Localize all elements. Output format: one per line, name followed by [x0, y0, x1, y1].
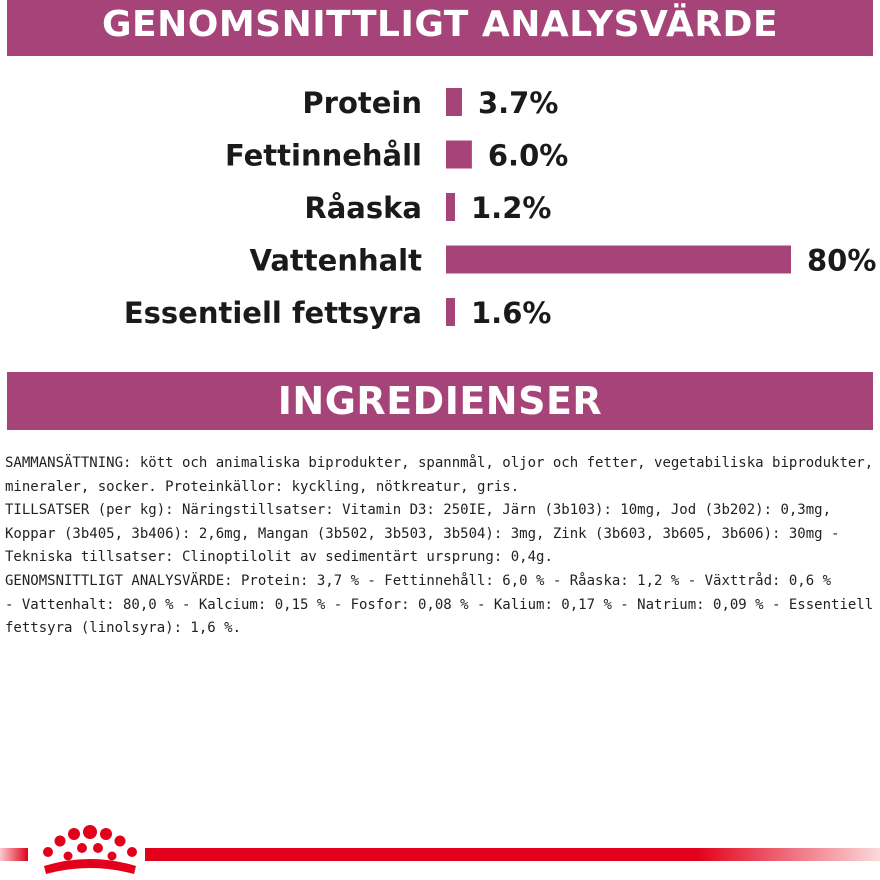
analysis-bar-chart: [0, 70, 880, 350]
bar: [446, 141, 472, 169]
bar-value-label: 1.6%: [471, 296, 552, 330]
bar-label: Essentiell fettsyra: [123, 296, 422, 330]
bar: [446, 246, 791, 274]
bar-value-label: 6.0%: [487, 138, 569, 173]
analysis-header: [7, 0, 873, 56]
ingredients-header: [7, 372, 873, 430]
ingredients-line: mineraler, socker. Proteinkällor: kyckling, nötkreatur, gris.: [5, 478, 520, 495]
ingredients-line: - Vattenhalt: 80,0 % - Kalcium: 0,15 % - Fosfor: 0,08 % - Kalium: 0,17 % - Natrium: 0,09 % - Essentiell: [5, 596, 874, 613]
bar-label: Vattenhalt: [249, 243, 422, 278]
bar-label: Råaska: [304, 191, 422, 225]
bar: [446, 193, 455, 221]
analysis-header-title: GENOMSNITTLIGT ANALYSVÄRDE: [101, 3, 779, 45]
ingredients-text: [5, 452, 880, 641]
ingredients-line: GENOMSNITTLIGT ANALYSVÄRDE: Protein: 3,7 % - Fettinnehåll: 6,0 % - Råaska: 1,2 % - Växttråd: 0,6 %: [5, 572, 832, 589]
bar-value-label: 3.7%: [477, 86, 559, 120]
ingredients-line: Tekniska tillsatser: Clinoptilolit av sedimentärt ursprung: 0,4g.: [5, 549, 553, 566]
footer: [0, 818, 880, 880]
footer-line: [145, 848, 880, 861]
bar-value-label: 80%: [807, 243, 877, 278]
ingredients-line: TILLSATSER (per kg): Näringstillsatser: Vitamin D3: 250IE, Järn (3b103): 10mg, Jod (3b202): 0,3mg,: [5, 502, 832, 519]
bar-value-label: 1.2%: [471, 191, 552, 225]
bar: [446, 88, 462, 116]
ingredients-line: fettsyra (linolsyra): 1,6 %.: [5, 620, 242, 637]
bar-label: Protein: [302, 86, 422, 120]
ingredients-line: SAMMANSÄTTNING: kött och animaliska biprodukter, spannmål, oljor och fetter, vegetabiliska biprodukter,: [5, 455, 874, 471]
ingredients-line: Koppar (3b405, 3b406): 2,6mg, Mangan (3b502, 3b503, 3b504): 3mg, Zink (3b603, 3b605, 3b606): 30mg -: [5, 525, 840, 542]
bar: [446, 298, 455, 326]
royal-canin-crown-icon: [38, 822, 142, 878]
ingredients-header-title: INGREDIENSER: [277, 379, 603, 423]
footer-line-left: [0, 848, 28, 861]
bar-label: Fettinnehåll: [224, 138, 422, 173]
